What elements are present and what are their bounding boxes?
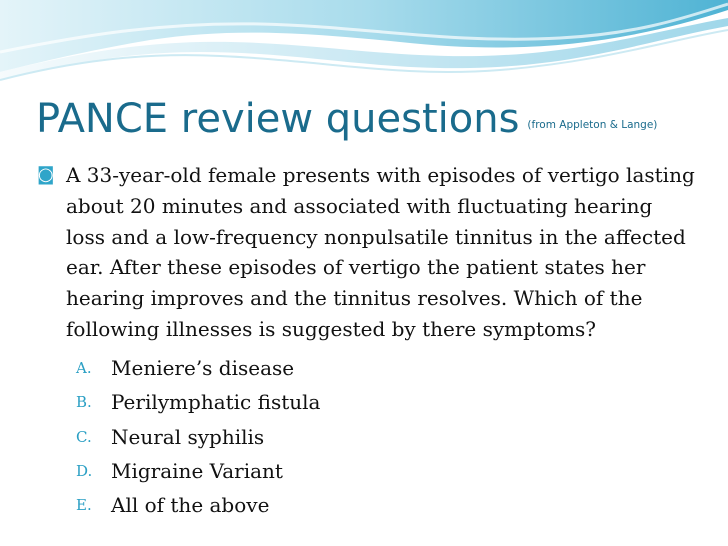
slide-content — [36, 160, 696, 523]
option-text-a: Meniere’s disease — [111, 355, 295, 380]
option-text-d: Migraine Variant — [111, 459, 283, 483]
slide-title-text: PANCE review questions — [36, 96, 520, 142]
slide-title — [36, 88, 657, 156]
option-letter-a: A. — [76, 358, 92, 377]
answer-option-a — [36, 351, 696, 385]
answer-options-list — [36, 351, 696, 523]
wave-header-decoration — [0, 0, 728, 90]
option-text-e: All of the above — [111, 493, 270, 518]
option-text-b: Perilymphatic fistula — [111, 390, 321, 415]
question-bullet — [36, 160, 696, 345]
option-letter-e: E. — [76, 496, 92, 515]
option-text-c: Neural syphilis — [111, 424, 265, 449]
answer-option-e — [36, 488, 696, 522]
teal-bullet-icon: ◙ — [37, 164, 55, 185]
answer-option-b — [36, 385, 696, 419]
option-letter-c: C. — [76, 427, 92, 446]
answer-option-c — [36, 420, 696, 454]
option-letter-b: B. — [76, 393, 92, 412]
answer-option-d — [36, 454, 696, 488]
title-source-citation: (from Appleton & Lange) — [527, 119, 658, 131]
question-text: A 33-year-old female presents with episodes of vertigo lasting about 20 minutes and associated with fluctuating hearing loss and a low-frequency nonpulsatile tinnitus in the affected ear. After these episodes of vertigo the patient states her hearing improves and the tinnitus resolves. Which of the following illnesses is suggested by there symptoms? — [66, 163, 695, 341]
option-letter-d: D. — [76, 462, 93, 480]
